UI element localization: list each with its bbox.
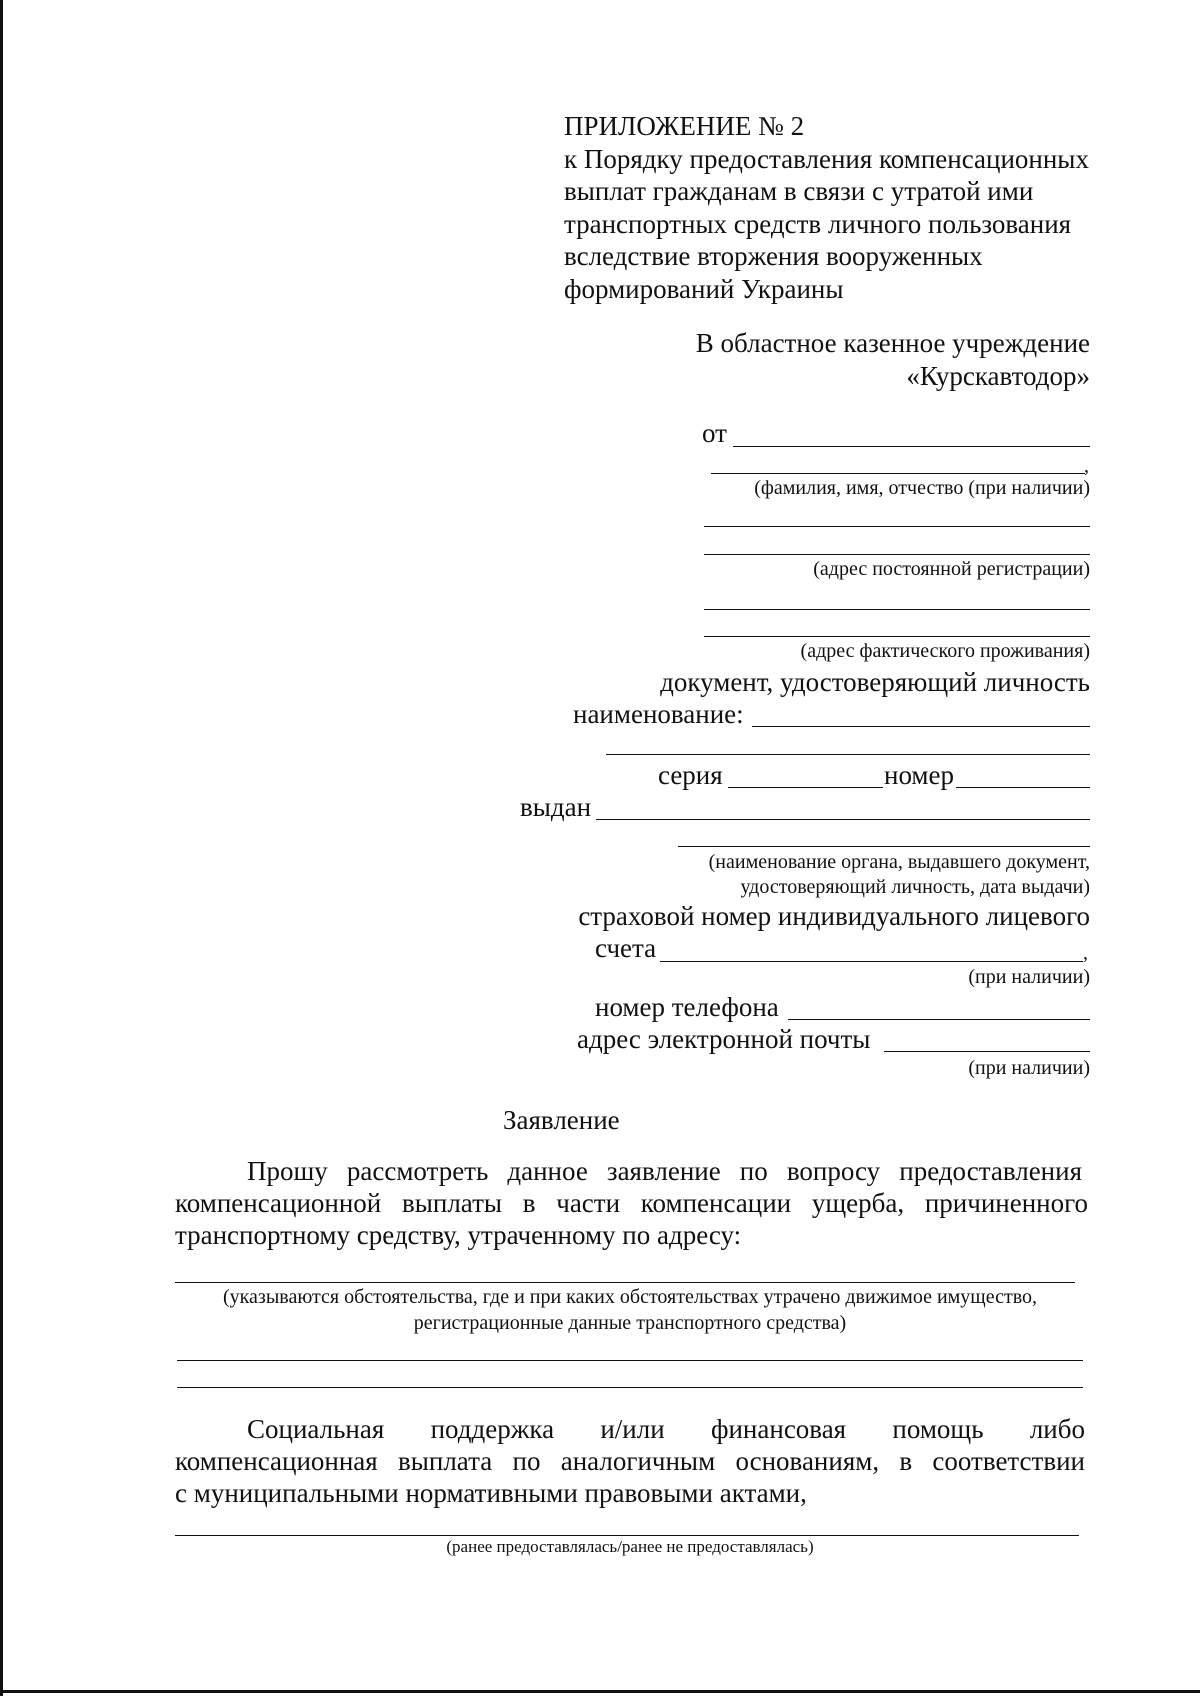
scan-edge-bottom — [0, 1690, 1200, 1693]
number-label: номер — [884, 760, 955, 790]
phone-label: номер телефона — [595, 992, 779, 1022]
issuer-hint-line-2: удостоверяющий личность, дата выдачи) — [740, 876, 1090, 898]
para2-line-2: компенсационная выплата по аналогичным основаниям, в соответствии — [175, 1446, 1085, 1476]
snils-label-line-1: страховой номер индивидуального лицевого — [578, 901, 1090, 931]
para2-line-3: с муниципальными нормативными правовыми актами, — [175, 1478, 807, 1508]
scan-edge-left — [0, 0, 3, 1696]
circumstances-field-1[interactable] — [177, 1360, 1083, 1361]
doc-name-field[interactable] — [752, 726, 1090, 727]
fio-hint: (фамилия, имя, отчество (при наличии) — [754, 477, 1090, 499]
appendix-line: вследствие вторжения вооруженных — [564, 241, 983, 271]
addressee-line-2: «Курскавтодор» — [906, 361, 1090, 391]
email-field[interactable] — [884, 1051, 1090, 1052]
reg-address-hint: (адрес постоянной регистрации) — [813, 558, 1090, 580]
email-label: адрес электронной почты — [577, 1024, 871, 1054]
actual-address-hint: (адрес фактического проживания) — [800, 640, 1090, 662]
series-field[interactable] — [728, 787, 883, 788]
series-label: серия — [658, 760, 723, 790]
id-doc-heading: документ, удостоверяющий личность — [660, 667, 1090, 697]
from-label: от — [702, 418, 727, 448]
actual-address-field-2[interactable] — [704, 636, 1090, 637]
provided-field[interactable] — [175, 1535, 1079, 1536]
issued-field[interactable] — [596, 819, 1090, 820]
email-if-any-hint: (при наличии) — [968, 1057, 1090, 1079]
issued-label: выдан — [520, 792, 592, 822]
phone-field[interactable] — [788, 1019, 1090, 1020]
fio-comma: , — [1084, 455, 1089, 477]
appendix-header — [564, 110, 1124, 305]
circumstances-field-2[interactable] — [177, 1387, 1083, 1388]
para2-line-1: Социальная поддержка и/или финансовая помощь либо — [247, 1414, 1085, 1444]
from-field[interactable] — [733, 446, 1090, 447]
actual-address-field-1[interactable] — [704, 609, 1090, 610]
snils-comma: , — [1083, 942, 1088, 964]
snils-if-any-hint: (при наличии) — [968, 966, 1090, 988]
statement-title: Заявление — [503, 1105, 620, 1135]
doc-name-field-2[interactable] — [606, 754, 1090, 755]
snils-field[interactable] — [660, 961, 1083, 962]
appendix-line: к Порядку предоставления компенсационных — [564, 143, 1089, 174]
fio-field-2[interactable] — [711, 473, 1085, 474]
number-field[interactable] — [956, 787, 1090, 788]
appendix-line: выплат гражданам в связи с утратой ими — [564, 176, 1034, 206]
circumstances-hint-line-1: (указываются обстоятельства, где и при каких обстоятельствах утрачено движимое имущество, — [222, 1286, 1038, 1308]
reg-address-field-2[interactable] — [704, 554, 1090, 555]
appendix-line: транспортных средств личного пользования — [564, 208, 1072, 239]
doc-name-label: наименование: — [573, 699, 744, 729]
circumstances-hint-line-2: регистрационные данные транспортного средства) — [413, 1312, 847, 1334]
addressee-line-1: В областное казенное учреждение — [695, 328, 1090, 358]
loss-address-field[interactable] — [175, 1282, 1075, 1283]
para1-line-1: Прошу рассмотреть данное заявление по вопросу предоставления — [247, 1156, 1082, 1186]
issued-field-2[interactable] — [678, 846, 1090, 847]
reg-address-field-1[interactable] — [704, 526, 1090, 527]
para1-line-2: компенсационной выплаты в части компенсации ущерба, причиненного — [175, 1188, 1088, 1218]
snils-label-line-2: счета — [595, 933, 657, 963]
provided-hint: (ранее предоставлялась/ранее не предоставлялась) — [446, 1537, 814, 1556]
issuer-hint-line-1: (наименование органа, выдавшего документ, — [708, 851, 1090, 873]
appendix-title: ПРИЛОЖЕНИЕ № 2 — [564, 111, 805, 141]
appendix-line: формирований Украины — [564, 273, 844, 304]
para1-line-3: транспортному средству, утраченному по адресу: — [175, 1220, 742, 1250]
